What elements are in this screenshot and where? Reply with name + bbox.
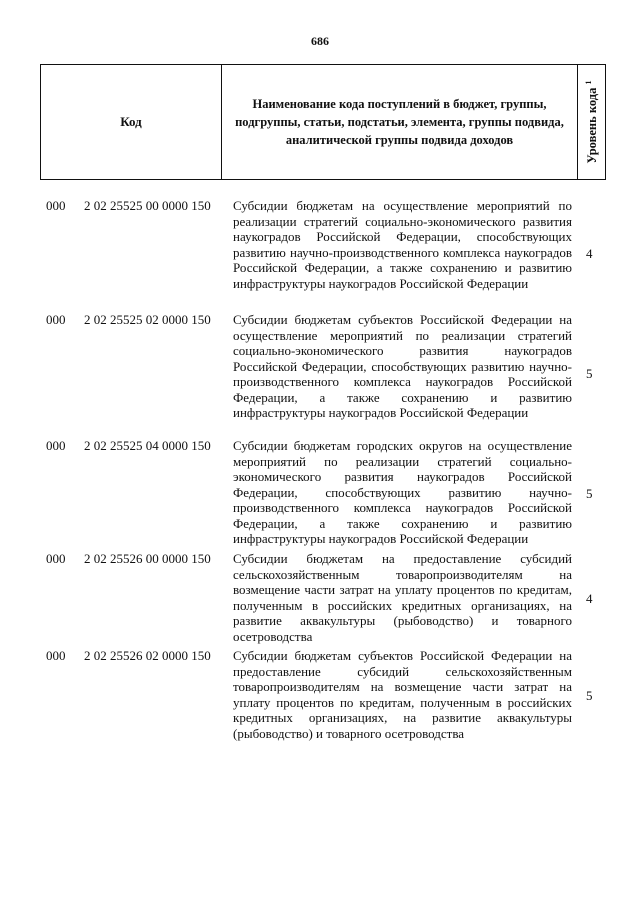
- page-number: 686: [311, 34, 329, 48]
- row-description: Субсидии бюджетам городских округов на осуществление мероприятий по реализации стратегий социально-экономического развития наукоградов Российской Федерации, способствующих развитию научно-производственного комплекса наукоградов Российской Федерации, а также сохранению и развитию инфраструктуры наукоградов Российской Федерации: [233, 438, 572, 546]
- header-level-label: Уровень кода: [584, 87, 599, 164]
- row-prefix: 000: [46, 312, 66, 327]
- row-level: 5: [586, 688, 593, 703]
- row-level: 5: [586, 366, 593, 381]
- table-row: [40, 312, 606, 437]
- row-description: Субсидии бюджетам на осуществление мероприятий по реализации стратегий социально-экономического развития наукоградов Российской Федерации, способствующих развитию научно-производственного комплекса наукоградов Российской Федерации, а также сохранению и развитию инфраструктуры наукоградов Российской Федерации: [233, 198, 572, 291]
- row-level: 5: [586, 486, 593, 501]
- header-level-cell: [578, 65, 605, 179]
- header-level: [583, 81, 599, 164]
- row-description: Субсидии бюджетам на предоставление субсидий сельскохозяйственным товаропроизводителям на возмещение части затрат на уплату процентов по кредитам, полученным в российских кредитных организациях, на развитие аквакультуры (рыбоводство) и товарного осетроводства: [233, 551, 572, 644]
- row-level: 4: [586, 246, 593, 261]
- row-code: 2 02 25525 04 0000 150: [84, 438, 211, 453]
- row-description: Субсидии бюджетам субъектов Российской Федерации на предоставление субсидий сельскохозяйственным товаропроизводителям на возмещение части затрат на уплату процентов по кредитам, полученным в российских кредитных организациях, на развитие аквакультуры (рыбоводство) и товарного осетроводства: [233, 648, 572, 741]
- row-description: Субсидии бюджетам субъектов Российской Федерации на осуществление мероприятий по реализации стратегий социально-экономического развития наукоградов Российской Федерации, способствующих развитию научно-производственного комплекса наукоградов Российской Федерации, а также сохранению и развитию инфраструктуры наукоградов Российской Федерации: [233, 312, 572, 420]
- row-level: 4: [586, 591, 593, 606]
- header-name: Наименование кода поступлений в бюджет, группы, подгруппы, статьи, подстатьи, элемента, группы подвида, аналитической группы подвида доходов: [235, 97, 564, 147]
- table-row: [40, 648, 606, 748]
- table-row: [40, 551, 606, 647]
- row-code: 2 02 25526 00 0000 150: [84, 551, 211, 566]
- row-code: 2 02 25525 02 0000 150: [84, 312, 211, 327]
- row-prefix: 000: [46, 648, 66, 663]
- row-prefix: 000: [46, 551, 66, 566]
- row-prefix: 000: [46, 438, 66, 453]
- row-prefix: 000: [46, 198, 66, 213]
- header-code: Код: [120, 114, 142, 129]
- row-code: 2 02 25525 00 0000 150: [84, 198, 211, 213]
- table-row: [40, 438, 606, 550]
- row-code: 2 02 25526 02 0000 150: [84, 648, 211, 663]
- header-level-footnote: 1: [583, 80, 593, 85]
- table-header: [40, 64, 606, 180]
- table-row: [40, 198, 606, 310]
